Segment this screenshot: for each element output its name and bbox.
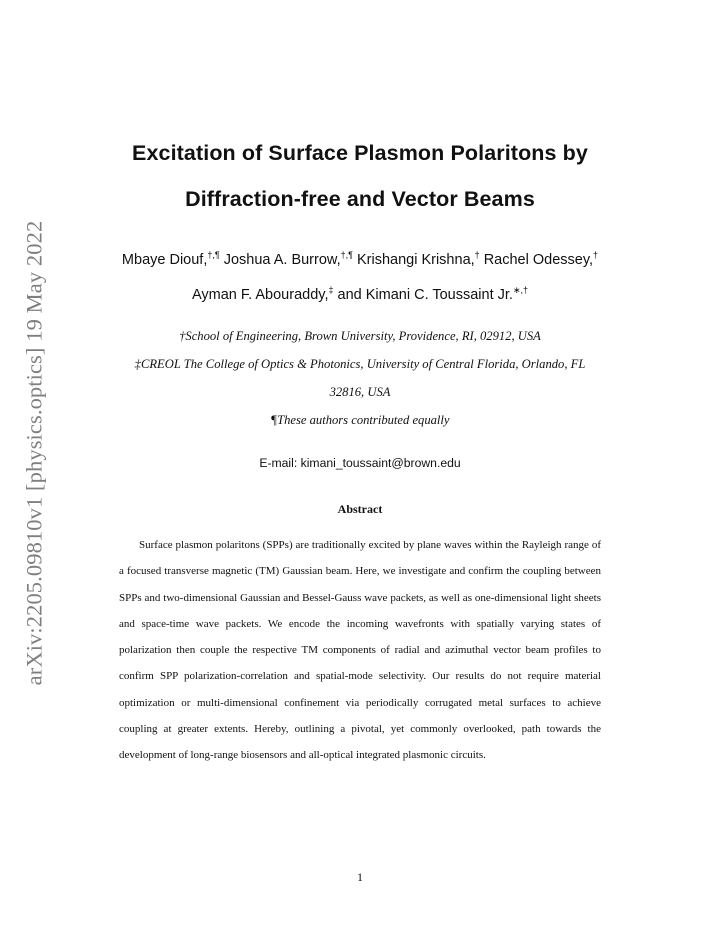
author-affiliation-mark: †,¶ — [340, 250, 353, 260]
contact-email[interactable]: E-mail: kimani_toussaint@brown.edu — [259, 456, 461, 470]
paper-title-line-2: Diffraction-free and Vector Beams — [185, 187, 535, 211]
arxiv-stamp: arXiv:2205.09810v1 [physics.optics] 19 May 2022 — [21, 220, 46, 686]
abstract-text: Surface plasmon polaritons (SPPs) are traditionally excited by plane waves within the Rayleigh range of a focused transverse magnetic (TM) Gaussian beam. Here, we investigate and confirm the coupling between SPPs and two-dimensional Gaussian and Bessel-Gauss wave packets, as well as one-dimensional light sheets and space-time wave packets. We encode the incoming wavefronts with spatially varying states of polarization then couple the respective TM components of radial and azimuthal vector beam profiles to confirm SPP polarization-correlation and spatial-mode selectivity. Our results do not require material optimization or multi-dimensional confinement via periodically corrugated metal surfaces to achieve coupling at greater extents. Hereby, outlining a pivotal, yet commonly overlooked, path towards the development of long-range biosensors and all-optical integrated plasmonic circuits. — [119, 539, 601, 762]
equal-contribution-note: ¶These authors contributed equally — [270, 413, 450, 427]
author-name: Krishangi Krishna, — [356, 252, 475, 268]
author-affiliation-mark: †,¶ — [207, 250, 220, 260]
author-affiliation-mark: † — [593, 250, 599, 260]
author-name: Rachel Odessey, — [483, 252, 594, 268]
affiliation-creol-line-2: 32816, USA — [329, 385, 391, 399]
affiliation-brown: †School of Engineering, Brown University, Providence, RI, 02912, USA — [179, 329, 541, 343]
author-name: Joshua A. Burrow, — [223, 252, 341, 268]
author-list-line-2 — [0, 285, 720, 303]
affiliation-creol-line-1: ‡CREOL The College of Optics & Photonics, University of Central Florida, Orlando, FL — [134, 357, 586, 371]
abstract-heading: Abstract — [337, 502, 383, 516]
author-affiliation-mark: ∗,† — [512, 285, 529, 295]
author-name: Mbaye Diouf, — [121, 252, 208, 268]
author-affiliation-mark: † — [474, 250, 480, 260]
author-name: Ayman F. Abouraddy, — [191, 287, 329, 303]
paper-title-line-1: Excitation of Surface Plasmon Polaritons by — [132, 141, 588, 165]
page-number: 1 — [357, 870, 363, 884]
author-name: and Kimani C. Toussaint Jr. — [337, 287, 513, 303]
author-list-line-1 — [0, 250, 720, 268]
author-affiliation-mark: ‡ — [328, 285, 334, 295]
